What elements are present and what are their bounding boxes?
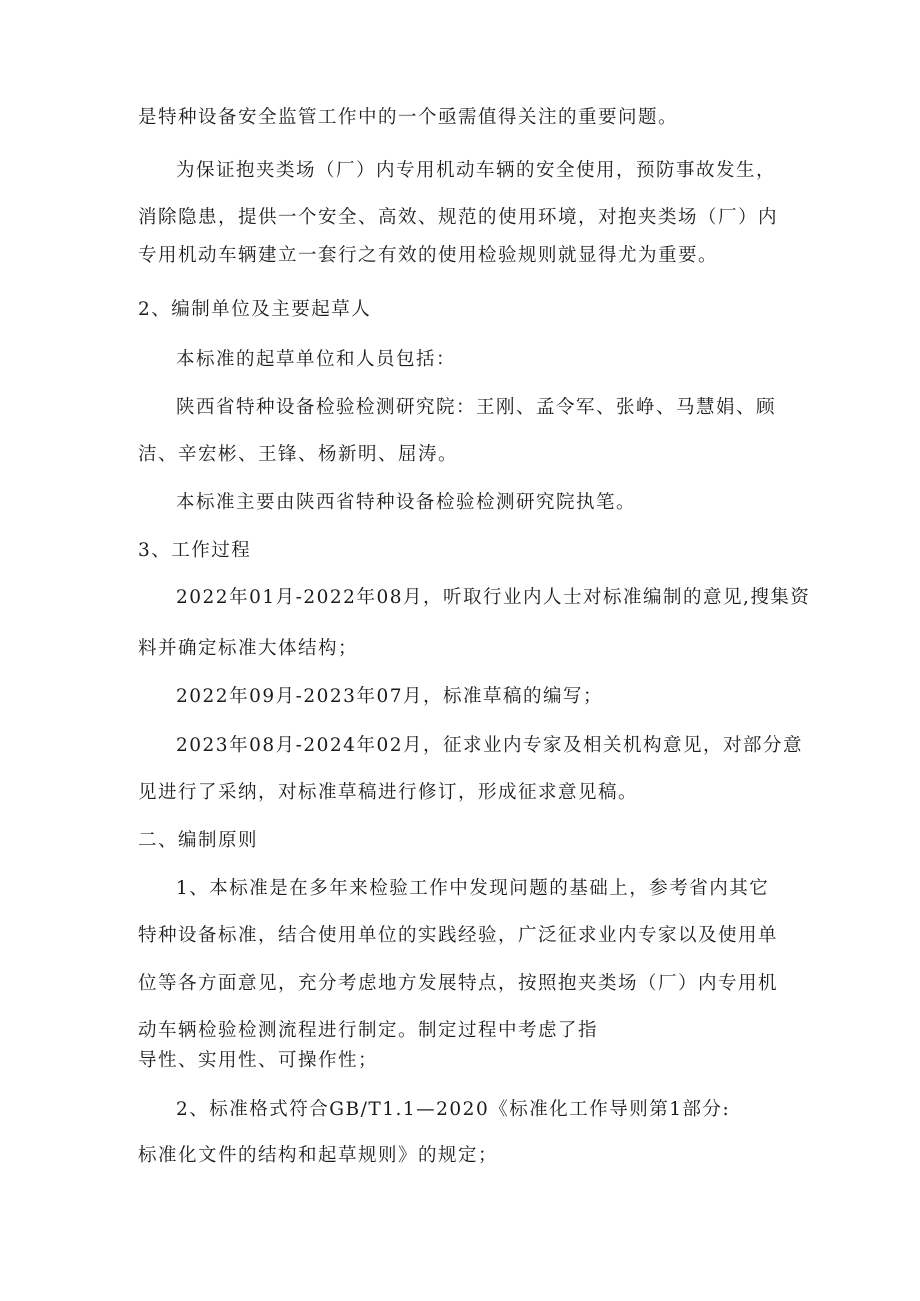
paragraph-line: 2023年08月-2024年02月，征求业内专家及相关机构意见，对部分意	[176, 735, 803, 756]
paragraph-line: 2、标准格式符合GB/T1.1—2020《标准化工作导则第1部分:	[176, 1099, 731, 1120]
paragraph-line: 特种设备标准，结合使用单位的实践经验，广泛征求业内专家以及使用单	[138, 925, 779, 946]
paragraph-line: 1、本标准是在多年来检验工作中发现问题的基础上，参考省内其它	[176, 878, 770, 899]
paragraph-line: 陕西省特种设备检验检测研究院：王刚、孟令军、张峥、马慧娟、顾	[176, 397, 777, 418]
paragraph-line: 动车辆检验检测流程进行制定。制定过程中考虑了指	[138, 1020, 599, 1041]
section-heading: 3、工作过程	[138, 540, 252, 561]
paragraph-line: 位等各方面意见，充分考虑地方发展特点，按照抱夹类场（厂）内专用机	[138, 973, 779, 994]
section-heading: 二、编制原则	[138, 830, 259, 851]
paragraph-line: 本标准的起草单位和人员包括：	[176, 349, 457, 370]
paragraph-line: 为保证抱夹类场（厂）内专用机动车辆的安全使用，预防事故发生，	[176, 160, 777, 181]
paragraph-line: 专用机动车辆建立一套行之有效的使用检验规则就显得尤为重要。	[138, 245, 719, 266]
paragraph-line: 2022年01月-2022年08月，听取行业内人士对标准编制的意见,搜集资	[176, 587, 811, 608]
paragraph-line: 洁、辛宏彬、王锋、杨新明、屈涛。	[138, 444, 459, 465]
paragraph-line: 料并确定标准大体结构；	[138, 638, 359, 659]
section-heading: 2、编制单位及主要起草人	[138, 299, 372, 320]
paragraph-line: 见进行了采纳，对标准草稿进行修订，形成征求意见稿。	[138, 782, 639, 803]
paragraph-line: 标准化文件的结构和起草规则》的规定；	[138, 1145, 499, 1166]
paragraph-line: 导性、实用性、可操作性；	[138, 1050, 379, 1071]
paragraph-line: 是特种设备安全监管工作中的一个亟需值得关注的重要问题。	[138, 107, 679, 128]
paragraph-line: 本标准主要由陕西省特种设备检验检测研究院执笔。	[176, 492, 637, 513]
paragraph-line: 消除隐患，提供一个安全、高效、规范的使用环境，对抱夹类场（厂）内	[138, 207, 779, 228]
paragraph-line: 2022年09月-2023年07月，标准草稿的编写；	[176, 686, 603, 707]
